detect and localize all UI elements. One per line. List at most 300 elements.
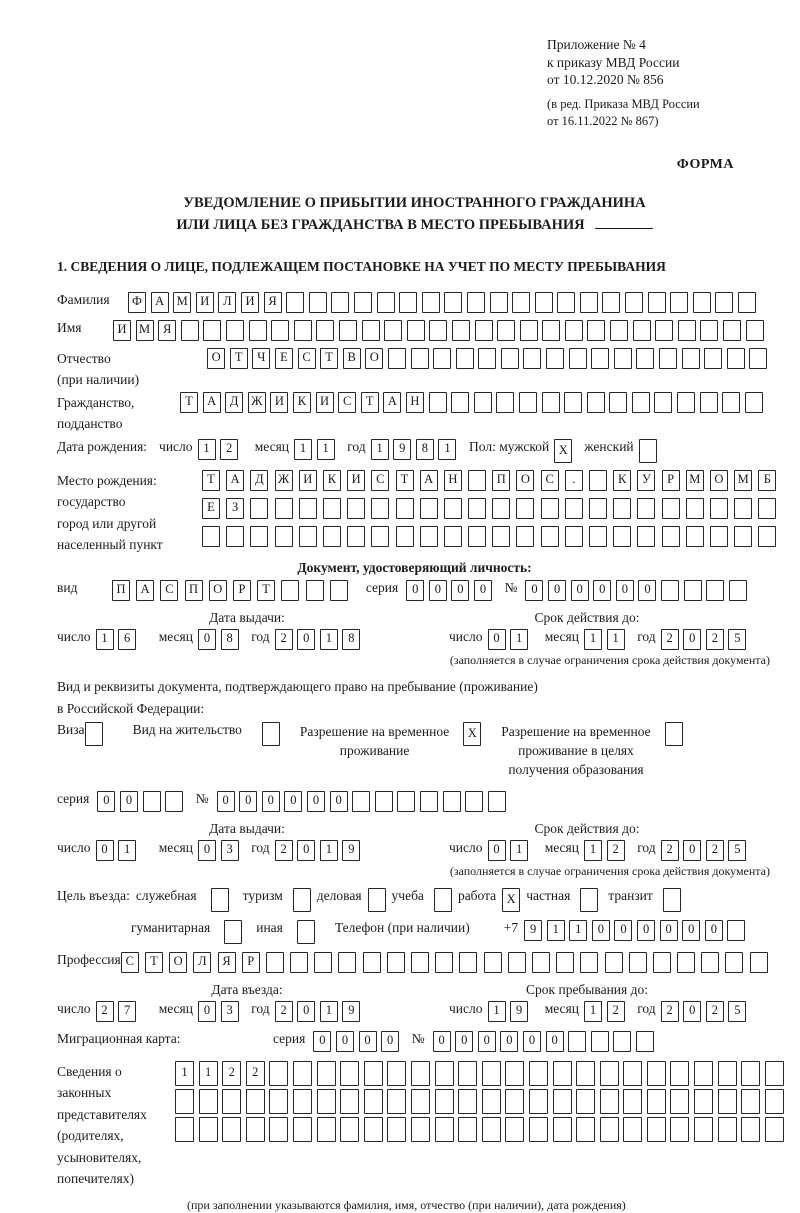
char-cell[interactable]	[420, 526, 438, 547]
char-cell[interactable]	[269, 1061, 288, 1086]
char-cell[interactable]	[625, 292, 643, 313]
char-cell[interactable]: Т	[230, 348, 248, 369]
char-cell[interactable]	[746, 320, 764, 341]
char-cell[interactable]	[269, 1117, 288, 1142]
char-cell[interactable]	[654, 392, 672, 413]
char-cell[interactable]	[623, 1061, 642, 1086]
char-cell[interactable]	[443, 791, 461, 812]
char-cell[interactable]	[648, 292, 666, 313]
char-cell[interactable]: Ж	[248, 392, 266, 413]
right-series-cells[interactable]	[97, 791, 187, 812]
char-cell[interactable]: 0	[297, 629, 315, 650]
char-cell[interactable]	[722, 392, 740, 413]
char-cell[interactable]	[613, 526, 631, 547]
char-cell[interactable]	[670, 1117, 689, 1142]
char-cell[interactable]	[632, 392, 650, 413]
char-cell[interactable]	[580, 888, 598, 912]
char-cell[interactable]	[553, 1117, 572, 1142]
purpose-business-checkbox[interactable]	[368, 888, 386, 912]
char-cell[interactable]: 7	[118, 1001, 136, 1022]
char-cell[interactable]	[387, 1117, 406, 1142]
char-cell[interactable]: 9	[342, 840, 360, 861]
char-cell[interactable]	[600, 1117, 619, 1142]
char-cell[interactable]	[765, 1117, 784, 1142]
char-cell[interactable]	[165, 791, 183, 812]
right-issue-day-cells[interactable]	[96, 840, 141, 861]
char-cell[interactable]: 1	[317, 439, 335, 460]
char-cell[interactable]	[384, 320, 402, 341]
char-cell[interactable]: 2	[96, 1001, 114, 1022]
char-cell[interactable]: 0	[548, 580, 566, 601]
char-cell[interactable]: 0	[525, 580, 543, 601]
char-cell[interactable]: И	[270, 392, 288, 413]
char-cell[interactable]	[662, 526, 680, 547]
char-cell[interactable]	[375, 791, 393, 812]
char-cell[interactable]: 1	[488, 1001, 506, 1022]
char-cell[interactable]: 0	[616, 580, 634, 601]
char-cell[interactable]	[613, 1031, 631, 1052]
patronymic-cells[interactable]	[207, 348, 772, 369]
char-cell[interactable]: И	[347, 470, 365, 491]
char-cell[interactable]	[541, 526, 559, 547]
right-valid-month-cells[interactable]	[584, 840, 629, 861]
char-cell[interactable]	[492, 498, 510, 519]
char-cell[interactable]	[600, 1061, 619, 1086]
char-cell[interactable]: 8	[221, 629, 239, 650]
char-cell[interactable]: 1	[569, 920, 587, 941]
char-cell[interactable]	[339, 320, 357, 341]
char-cell[interactable]: 0	[571, 580, 589, 601]
char-cell[interactable]	[482, 1117, 501, 1142]
visa-checkbox[interactable]	[85, 722, 103, 746]
char-cell[interactable]	[623, 1117, 642, 1142]
char-cell[interactable]	[553, 1089, 572, 1114]
char-cell[interactable]	[727, 348, 745, 369]
char-cell[interactable]: С	[371, 470, 389, 491]
char-cell[interactable]	[686, 498, 704, 519]
char-cell[interactable]	[203, 320, 221, 341]
char-cell[interactable]: П	[492, 470, 510, 491]
char-cell[interactable]: 0	[683, 840, 701, 861]
char-cell[interactable]: 0	[683, 1001, 701, 1022]
char-cell[interactable]	[250, 526, 268, 547]
char-cell[interactable]	[275, 498, 293, 519]
char-cell[interactable]	[564, 392, 582, 413]
char-cell[interactable]	[629, 952, 647, 973]
char-cell[interactable]	[529, 1061, 548, 1086]
char-cell[interactable]: 0	[500, 1031, 518, 1052]
char-cell[interactable]	[694, 1089, 713, 1114]
char-cell[interactable]: 5	[728, 840, 746, 861]
char-cell[interactable]: А	[420, 470, 438, 491]
char-cell[interactable]: Р	[242, 952, 260, 973]
representatives-row3-cells[interactable]	[175, 1117, 788, 1142]
char-cell[interactable]: 0	[297, 840, 315, 861]
char-cell[interactable]	[411, 348, 429, 369]
char-cell[interactable]	[388, 348, 406, 369]
char-cell[interactable]	[670, 292, 688, 313]
char-cell[interactable]	[546, 348, 564, 369]
char-cell[interactable]	[704, 348, 722, 369]
char-cell[interactable]	[281, 580, 299, 601]
char-cell[interactable]	[529, 1117, 548, 1142]
char-cell[interactable]: 9	[342, 1001, 360, 1022]
char-cell[interactable]	[368, 888, 386, 912]
purpose-study-checkbox[interactable]	[434, 888, 452, 912]
char-cell[interactable]	[330, 580, 348, 601]
char-cell[interactable]	[458, 1089, 477, 1114]
char-cell[interactable]: 9	[393, 439, 411, 460]
char-cell[interactable]: 2	[706, 1001, 724, 1022]
char-cell[interactable]: 0	[359, 1031, 377, 1052]
char-cell[interactable]: X	[502, 888, 520, 912]
char-cell[interactable]	[591, 348, 609, 369]
char-cell[interactable]	[399, 292, 417, 313]
char-cell[interactable]	[694, 1117, 713, 1142]
char-cell[interactable]: 2	[706, 629, 724, 650]
char-cell[interactable]	[354, 292, 372, 313]
char-cell[interactable]	[468, 526, 486, 547]
char-cell[interactable]	[678, 320, 696, 341]
char-cell[interactable]: Т	[320, 348, 338, 369]
char-cell[interactable]	[750, 952, 768, 973]
char-cell[interactable]: 0	[330, 791, 348, 812]
char-cell[interactable]	[377, 292, 395, 313]
right-number-cells[interactable]	[217, 791, 511, 812]
char-cell[interactable]	[299, 498, 317, 519]
char-cell[interactable]: 2	[607, 840, 625, 861]
char-cell[interactable]	[639, 439, 657, 463]
char-cell[interactable]	[600, 1089, 619, 1114]
char-cell[interactable]	[364, 1117, 383, 1142]
residence-permit-checkbox[interactable]	[262, 722, 280, 746]
char-cell[interactable]	[684, 580, 702, 601]
char-cell[interactable]: И	[241, 292, 259, 313]
doc-issue-day-cells[interactable]	[96, 629, 141, 650]
char-cell[interactable]	[647, 1089, 666, 1114]
char-cell[interactable]: 1	[607, 629, 625, 650]
char-cell[interactable]: 1	[371, 439, 389, 460]
birthplace-row1-cells[interactable]	[202, 470, 783, 491]
char-cell[interactable]	[420, 498, 438, 519]
char-cell[interactable]	[347, 526, 365, 547]
char-cell[interactable]: 1	[320, 840, 338, 861]
char-cell[interactable]: Т	[257, 580, 275, 601]
char-cell[interactable]: К	[323, 470, 341, 491]
entry-month-cells[interactable]	[198, 1001, 243, 1022]
char-cell[interactable]	[623, 1089, 642, 1114]
char-cell[interactable]: 0	[637, 920, 655, 941]
char-cell[interactable]: 0	[198, 840, 216, 861]
char-cell[interactable]: 3	[221, 1001, 239, 1022]
doc-valid-day-cells[interactable]	[488, 629, 533, 650]
char-cell[interactable]: А	[383, 392, 401, 413]
char-cell[interactable]	[745, 392, 763, 413]
char-cell[interactable]	[387, 1089, 406, 1114]
char-cell[interactable]: 1	[118, 840, 136, 861]
mig-series-cells[interactable]	[313, 1031, 403, 1052]
char-cell[interactable]	[758, 498, 776, 519]
purpose-other-checkbox[interactable]	[297, 920, 315, 944]
right-valid-year-cells[interactable]	[661, 840, 751, 861]
char-cell[interactable]	[512, 292, 530, 313]
char-cell[interactable]: 1	[547, 920, 565, 941]
char-cell[interactable]	[682, 348, 700, 369]
char-cell[interactable]	[396, 498, 414, 519]
char-cell[interactable]	[655, 320, 673, 341]
char-cell[interactable]	[569, 348, 587, 369]
char-cell[interactable]: 0	[523, 1031, 541, 1052]
char-cell[interactable]	[636, 1031, 654, 1052]
char-cell[interactable]	[224, 920, 242, 944]
char-cell[interactable]	[435, 1061, 454, 1086]
char-cell[interactable]	[456, 348, 474, 369]
char-cell[interactable]	[576, 1061, 595, 1086]
purpose-work-checkbox[interactable]	[502, 888, 520, 912]
char-cell[interactable]	[309, 292, 327, 313]
char-cell[interactable]	[458, 1117, 477, 1142]
char-cell[interactable]: Т	[361, 392, 379, 413]
char-cell[interactable]: 0	[297, 1001, 315, 1022]
char-cell[interactable]: 0	[97, 791, 115, 812]
char-cell[interactable]: 1	[320, 629, 338, 650]
char-cell[interactable]	[458, 1061, 477, 1086]
char-cell[interactable]: 0	[593, 580, 611, 601]
char-cell[interactable]	[411, 952, 429, 973]
char-cell[interactable]	[718, 1061, 737, 1086]
char-cell[interactable]	[199, 1117, 218, 1142]
char-cell[interactable]	[468, 498, 486, 519]
char-cell[interactable]	[589, 470, 607, 491]
char-cell[interactable]	[505, 1117, 524, 1142]
char-cell[interactable]: С	[121, 952, 139, 973]
char-cell[interactable]	[706, 580, 724, 601]
char-cell[interactable]: С	[338, 392, 356, 413]
purpose-humanitarian-checkbox[interactable]	[224, 920, 242, 944]
char-cell[interactable]: 0	[433, 1031, 451, 1052]
char-cell[interactable]	[266, 952, 284, 973]
char-cell[interactable]: 0	[406, 580, 424, 601]
doc-number-cells[interactable]	[525, 580, 751, 601]
char-cell[interactable]: 0	[313, 1031, 331, 1052]
char-cell[interactable]: 2	[222, 1061, 241, 1086]
char-cell[interactable]	[249, 320, 267, 341]
char-cell[interactable]: М	[173, 292, 191, 313]
char-cell[interactable]	[317, 1089, 336, 1114]
char-cell[interactable]: 2	[275, 629, 293, 650]
char-cell[interactable]	[364, 1061, 383, 1086]
char-cell[interactable]	[505, 1089, 524, 1114]
char-cell[interactable]: 0	[429, 580, 447, 601]
char-cell[interactable]	[505, 1061, 524, 1086]
char-cell[interactable]	[532, 952, 550, 973]
char-cell[interactable]	[294, 320, 312, 341]
char-cell[interactable]	[271, 320, 289, 341]
char-cell[interactable]	[293, 1061, 312, 1086]
char-cell[interactable]	[523, 348, 541, 369]
char-cell[interactable]	[465, 791, 483, 812]
char-cell[interactable]: 2	[661, 840, 679, 861]
birth-day-cells[interactable]	[198, 439, 243, 460]
char-cell[interactable]: 0	[592, 920, 610, 941]
char-cell[interactable]	[647, 1117, 666, 1142]
char-cell[interactable]	[444, 498, 462, 519]
char-cell[interactable]	[317, 1061, 336, 1086]
char-cell[interactable]	[535, 292, 553, 313]
char-cell[interactable]	[362, 320, 380, 341]
char-cell[interactable]	[246, 1089, 265, 1114]
char-cell[interactable]	[363, 952, 381, 973]
char-cell[interactable]	[576, 1089, 595, 1114]
char-cell[interactable]	[614, 348, 632, 369]
char-cell[interactable]: 2	[275, 840, 293, 861]
char-cell[interactable]: К	[293, 392, 311, 413]
char-cell[interactable]	[433, 348, 451, 369]
doc-series-cells[interactable]	[406, 580, 496, 601]
char-cell[interactable]: X	[463, 722, 481, 746]
char-cell[interactable]	[610, 320, 628, 341]
char-cell[interactable]	[496, 392, 514, 413]
profession-cells[interactable]	[121, 952, 774, 973]
char-cell[interactable]: У	[637, 470, 655, 491]
char-cell[interactable]	[411, 1089, 430, 1114]
char-cell[interactable]: 6	[118, 629, 136, 650]
char-cell[interactable]	[580, 292, 598, 313]
char-cell[interactable]: 0	[682, 920, 700, 941]
char-cell[interactable]: Т	[396, 470, 414, 491]
char-cell[interactable]	[663, 888, 681, 912]
char-cell[interactable]	[701, 952, 719, 973]
char-cell[interactable]	[340, 1117, 359, 1142]
char-cell[interactable]	[723, 320, 741, 341]
char-cell[interactable]: 1	[438, 439, 456, 460]
char-cell[interactable]	[323, 498, 341, 519]
char-cell[interactable]	[516, 526, 534, 547]
char-cell[interactable]	[734, 526, 752, 547]
char-cell[interactable]	[475, 320, 493, 341]
char-cell[interactable]	[670, 1089, 689, 1114]
char-cell[interactable]	[659, 348, 677, 369]
char-cell[interactable]: 0	[307, 791, 325, 812]
stay-day-cells[interactable]	[488, 1001, 533, 1022]
char-cell[interactable]: И	[113, 320, 131, 341]
char-cell[interactable]: Ч	[252, 348, 270, 369]
char-cell[interactable]	[589, 498, 607, 519]
char-cell[interactable]: П	[112, 580, 130, 601]
right-issue-month-cells[interactable]	[198, 840, 243, 861]
char-cell[interactable]	[396, 526, 414, 547]
char-cell[interactable]	[435, 1117, 454, 1142]
representatives-row1-cells[interactable]	[175, 1061, 788, 1086]
char-cell[interactable]	[633, 320, 651, 341]
char-cell[interactable]: 2	[706, 840, 724, 861]
firstname-cells[interactable]	[113, 320, 768, 341]
char-cell[interactable]: П	[185, 580, 203, 601]
char-cell[interactable]: Л	[218, 292, 236, 313]
char-cell[interactable]	[765, 1089, 784, 1114]
char-cell[interactable]	[340, 1061, 359, 1086]
char-cell[interactable]	[202, 526, 220, 547]
char-cell[interactable]	[293, 888, 311, 912]
char-cell[interactable]: 2	[275, 1001, 293, 1022]
char-cell[interactable]	[741, 1089, 760, 1114]
char-cell[interactable]	[199, 1089, 218, 1114]
char-cell[interactable]	[609, 392, 627, 413]
char-cell[interactable]	[497, 320, 515, 341]
char-cell[interactable]	[580, 952, 598, 973]
char-cell[interactable]	[85, 722, 103, 746]
char-cell[interactable]: 0	[455, 1031, 473, 1052]
char-cell[interactable]	[670, 1061, 689, 1086]
right-issue-year-cells[interactable]	[275, 840, 365, 861]
char-cell[interactable]: 1	[198, 439, 216, 460]
char-cell[interactable]: 1	[584, 629, 602, 650]
char-cell[interactable]: Н	[406, 392, 424, 413]
char-cell[interactable]	[591, 1031, 609, 1052]
char-cell[interactable]: Т	[180, 392, 198, 413]
char-cell[interactable]	[407, 320, 425, 341]
char-cell[interactable]	[677, 392, 695, 413]
char-cell[interactable]: А	[151, 292, 169, 313]
char-cell[interactable]	[275, 526, 293, 547]
char-cell[interactable]	[718, 1117, 737, 1142]
char-cell[interactable]: Е	[202, 498, 220, 519]
char-cell[interactable]: 5	[728, 629, 746, 650]
char-cell[interactable]: Ж	[275, 470, 293, 491]
char-cell[interactable]: И	[299, 470, 317, 491]
char-cell[interactable]: К	[613, 470, 631, 491]
char-cell[interactable]: 0	[478, 1031, 496, 1052]
char-cell[interactable]	[484, 952, 502, 973]
char-cell[interactable]: Л	[193, 952, 211, 973]
char-cell[interactable]: А	[203, 392, 221, 413]
char-cell[interactable]	[435, 952, 453, 973]
char-cell[interactable]	[143, 791, 161, 812]
sex-female-checkbox[interactable]	[639, 439, 657, 463]
char-cell[interactable]: И	[316, 392, 334, 413]
char-cell[interactable]: Р	[662, 470, 680, 491]
char-cell[interactable]: Р	[233, 580, 251, 601]
char-cell[interactable]	[492, 526, 510, 547]
char-cell[interactable]: Ф	[128, 292, 146, 313]
char-cell[interactable]	[729, 580, 747, 601]
char-cell[interactable]	[710, 526, 728, 547]
doc-valid-month-cells[interactable]	[584, 629, 629, 650]
char-cell[interactable]: 0	[546, 1031, 564, 1052]
char-cell[interactable]	[568, 1031, 586, 1052]
char-cell[interactable]: 0	[614, 920, 632, 941]
char-cell[interactable]: Д	[225, 392, 243, 413]
char-cell[interactable]	[371, 526, 389, 547]
char-cell[interactable]	[482, 1089, 501, 1114]
char-cell[interactable]	[286, 292, 304, 313]
char-cell[interactable]: Н	[444, 470, 462, 491]
char-cell[interactable]	[576, 1117, 595, 1142]
char-cell[interactable]	[749, 348, 767, 369]
char-cell[interactable]	[725, 952, 743, 973]
char-cell[interactable]: Т	[145, 952, 163, 973]
purpose-tourism-checkbox[interactable]	[293, 888, 311, 912]
char-cell[interactable]	[297, 920, 315, 944]
char-cell[interactable]	[565, 526, 583, 547]
char-cell[interactable]	[175, 1089, 194, 1114]
char-cell[interactable]	[451, 392, 469, 413]
char-cell[interactable]: 0	[262, 791, 280, 812]
purpose-official-checkbox[interactable]	[211, 888, 229, 912]
char-cell[interactable]: Б	[758, 470, 776, 491]
char-cell[interactable]: 1	[175, 1061, 194, 1086]
char-cell[interactable]	[411, 1117, 430, 1142]
